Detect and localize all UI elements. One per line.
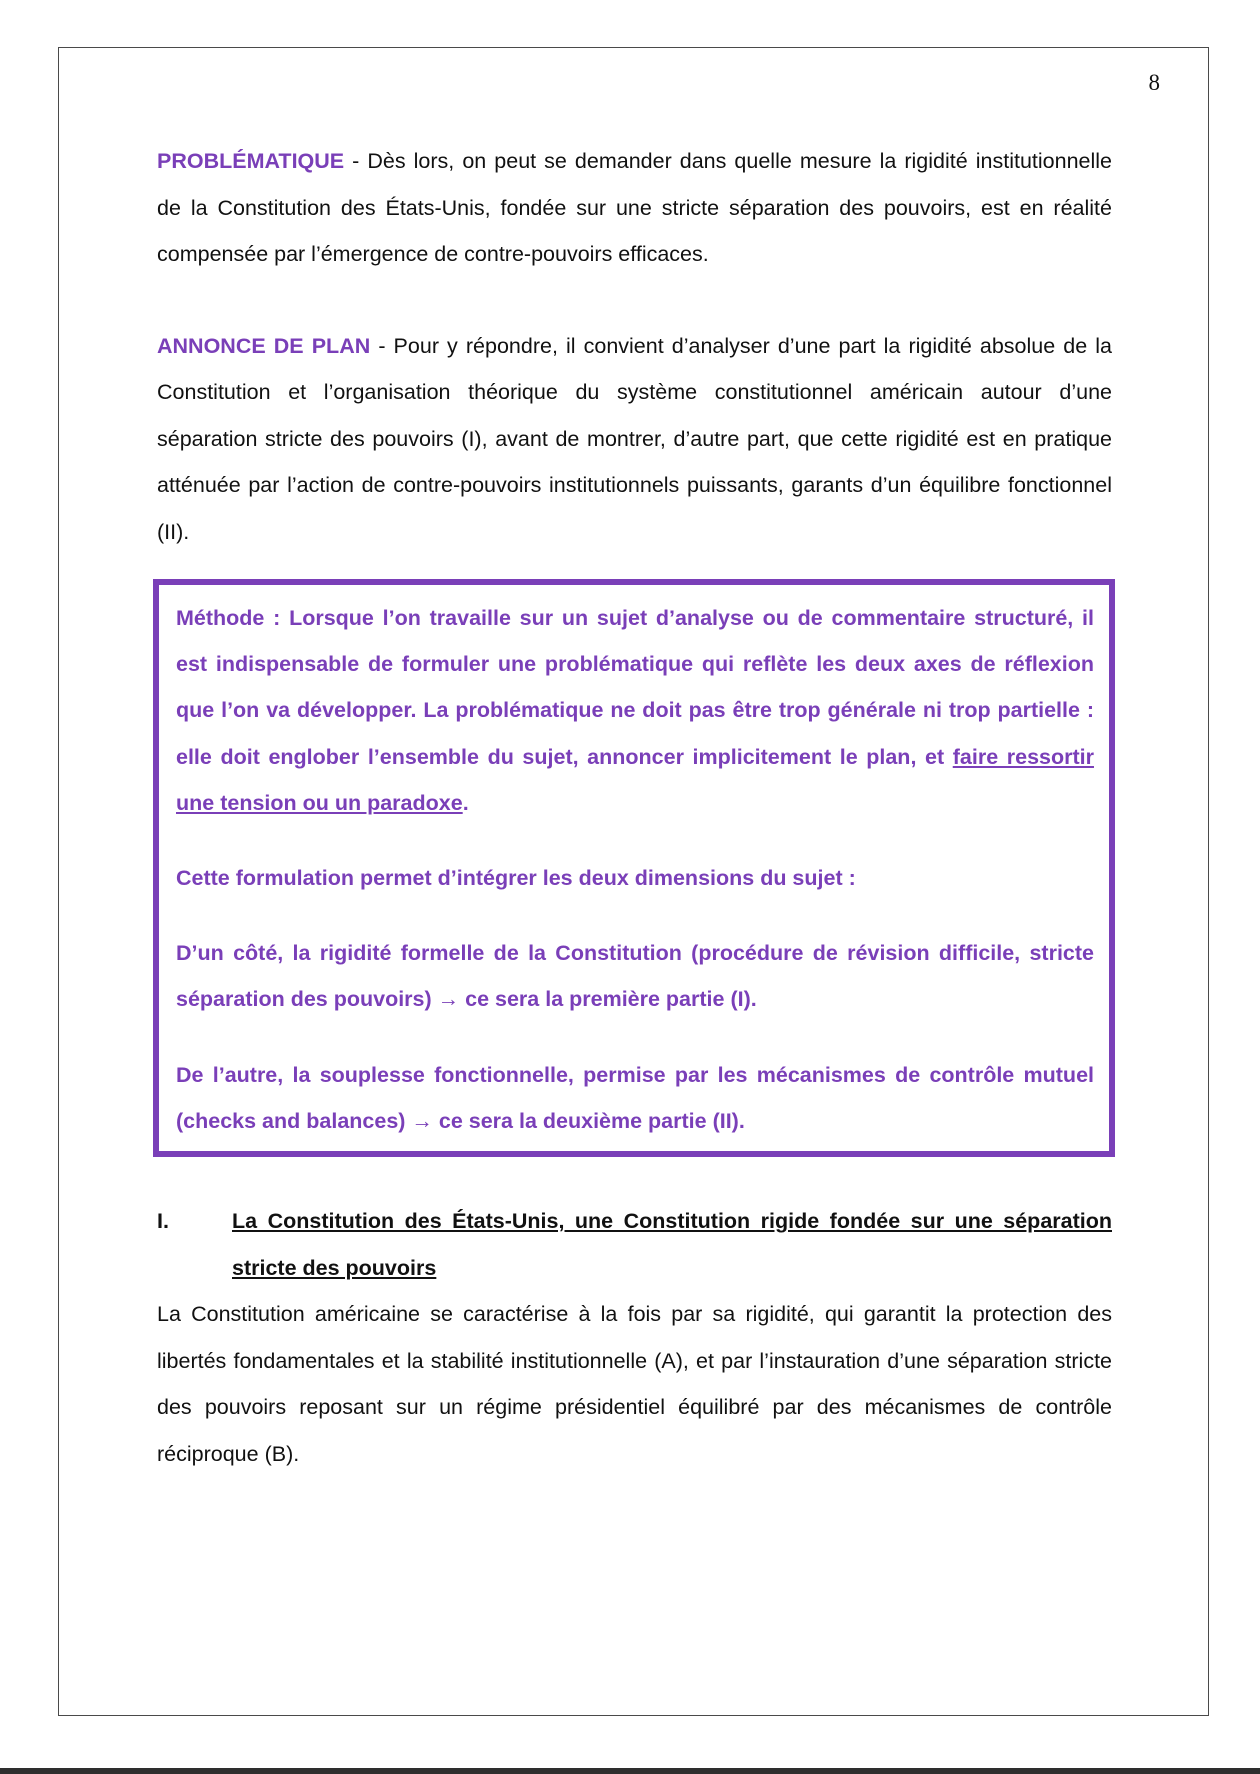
method-paragraph-3: D’un côté, la rigidité formelle de la Constitution (procédure de révision difficile, stricte séparation des pouvoirs) → ce sera la première partie (I). — [176, 941, 1094, 1012]
problematique-label: PROBLÉMATIQUE — [157, 149, 345, 173]
method-intro-text: Méthode : Lorsque l’on travaille sur un sujet d’analyse ou de commentaire structuré, il est indispensable de formuler une problématique qui reflète les deux axes de réflexion que l’on va développer. La problématique ne doit pas être trop générale ni trop partielle : elle doit englober l’ensemble du sujet, annoncer implicitement le plan, et — [176, 606, 1094, 769]
problematique-paragraph — [157, 138, 1112, 278]
method-paragraph-4: De l’autre, la souplesse fonctionnelle, permise par les mécanismes de contrôle mutuel (checks and balances) → ce sera la deuxième partie (II). — [176, 1062, 1094, 1133]
method-gap — [176, 1023, 1094, 1052]
method-gap — [176, 826, 1094, 855]
method-callout-box — [153, 579, 1115, 1157]
section-1-number: I. — [157, 1209, 169, 1233]
method-intro-end: . — [462, 790, 469, 815]
annonce-text: - Pour y répondre, il convient d’analyser d’une part la rigidité absolue de la Constitution et l’organisation théorique du système constitutionnel américain autour d’une séparation stricte des pouvoirs (I), avant de montrer, d’autre part, que cette rigidité est en pratique atténuée par l’action de contre-pouvoirs institutionnels puissants, garants d’un équilibre fonctionnel (II). — [157, 333, 1112, 544]
section-1-heading — [157, 1198, 1112, 1291]
method-paragraph-1 — [176, 595, 1094, 826]
problematique-text: - Dès lors, on peut se demander dans quelle mesure la rigidité institutionnelle de la Constitution des États-Unis, fondée sur une stricte séparation des pouvoirs, est en réalité compensée par l’émergence de contre-pouvoirs efficaces. — [157, 149, 1112, 266]
page-number: 8 — [1148, 70, 1160, 95]
bottom-bar — [0, 1768, 1260, 1774]
section-1-title: La Constitution des États-Unis, une Constitution rigide fondée sur une séparation stricte des pouvoirs — [232, 1209, 1112, 1280]
method-paragraph-2: Cette formulation permet d’intégrer les deux dimensions du sujet : — [176, 866, 856, 891]
section-1 — [157, 1198, 1112, 1477]
annonce-paragraph — [157, 323, 1112, 556]
intro-content — [157, 138, 1112, 555]
method-underlined-text: faire ressortir une tension ou un paradoxe — [176, 744, 1094, 815]
method-gap — [176, 901, 1094, 930]
section-1-body: La Constitution américaine se caractérise à la fois par sa rigidité, qui garantit la protection des libertés fondamentales et la stabilité institutionnelle (A), et par l’instauration d’une séparation stricte des pouvoirs reposant sur un régime présidentiel équilibré par des mécanismes de contrôle réciproque (B). — [157, 1302, 1112, 1466]
annonce-label: ANNONCE DE PLAN — [157, 333, 371, 358]
paragraph-spacer — [157, 278, 1112, 323]
